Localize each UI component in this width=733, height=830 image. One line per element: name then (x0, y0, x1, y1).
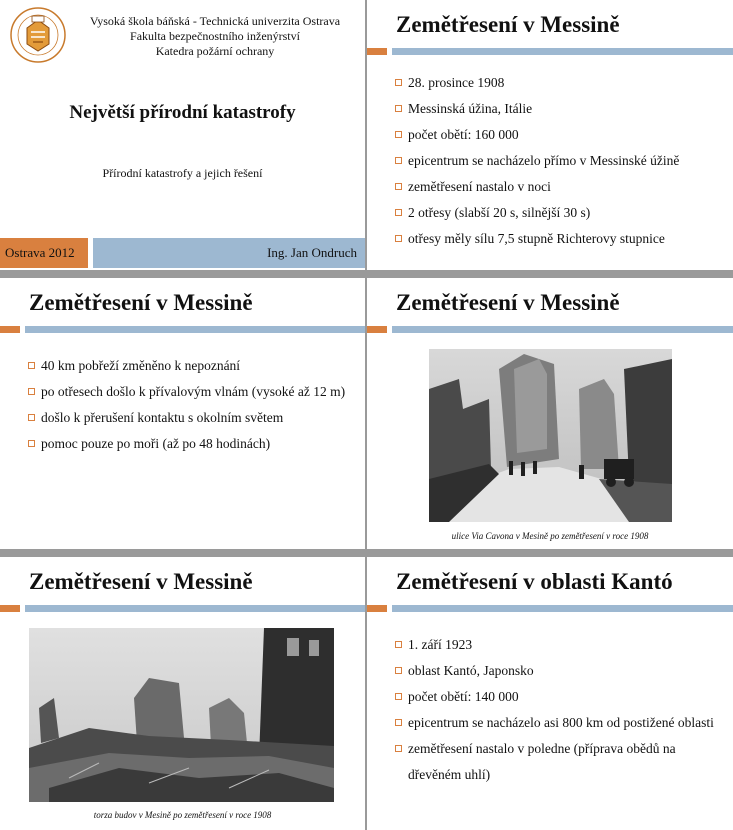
slide-title: Zemětřesení v oblasti Kantó (396, 569, 673, 594)
slide-messina-facts (367, 0, 733, 270)
accent-bar-orange (0, 326, 20, 333)
accent-bar-blue (25, 605, 365, 612)
bullet-square-icon (28, 440, 35, 447)
slide-messina-ruins-photo (0, 557, 365, 830)
row-divider-1 (0, 270, 733, 278)
list-item: zemětřesení nastalo v noci (395, 174, 715, 200)
footer-place-box (0, 238, 88, 268)
bullet-square-icon (28, 362, 35, 369)
list-item: 2 otřesy (slabší 20 s, silnější 30 s) (395, 200, 715, 226)
street-ruins-photo (429, 349, 672, 522)
accent-bar-blue (25, 326, 365, 333)
faculty-line: Fakulta bezpečnostního inženýrství (130, 29, 300, 43)
row-divider-2 (0, 549, 733, 557)
slide-title: Zemětřesení v Messině (29, 290, 253, 315)
bullet-square-icon (395, 209, 402, 216)
department-line: Katedra požární ochrany (155, 44, 275, 58)
accent-bar-orange (0, 605, 20, 612)
building-ruins-photo (29, 628, 334, 802)
bullet-list (395, 632, 720, 788)
footer-author-box (93, 238, 365, 268)
list-item: oblast Kantó, Japonsko (395, 658, 720, 684)
institution-block (70, 14, 360, 59)
list-item: 28. prosince 1908 (395, 70, 715, 96)
list-item: epicentrum se nacházelo asi 800 km od postižené oblasti (395, 710, 720, 736)
list-item: došlo k přerušení kontaktu s okolním světem (28, 405, 348, 431)
bullet-square-icon (395, 641, 402, 648)
bullet-square-icon (395, 745, 402, 752)
bullet-list (28, 353, 348, 457)
university-logo-icon (9, 6, 67, 64)
bullet-list (395, 70, 715, 252)
slide-title (0, 0, 365, 270)
list-item: pomoc pouze po moři (až po 48 hodinách) (28, 431, 348, 457)
list-item: Messinská úžina, Itálie (395, 96, 715, 122)
list-item: počet obětí: 160 000 (395, 122, 715, 148)
slide-kanto-facts (367, 557, 733, 830)
institution-line: Vysoká škola báňská - Technická univerzita Ostrava (89, 14, 341, 28)
bullet-square-icon (395, 719, 402, 726)
list-item: zemětřesení nastalo v poledne (příprava obědů na dřevěném uhlí) (395, 736, 720, 788)
accent-bar-blue (392, 326, 733, 333)
presentation-subtitle: Přírodní katastrofy a jejich řešení (102, 166, 263, 180)
bullet-square-icon (395, 235, 402, 242)
bullet-square-icon (395, 79, 402, 86)
list-item: 40 km pobřeží změněno k nepoznání (28, 353, 348, 379)
bullet-square-icon (395, 105, 402, 112)
place-year: Ostrava 2012 (5, 245, 75, 260)
slide-title: Zemětřesení v Messině (396, 12, 620, 37)
slide-title: Zemětřesení v Messině (396, 290, 620, 315)
slide-messina-consequences (0, 278, 365, 549)
slide-title: Zemětřesení v Messině (29, 569, 253, 594)
list-item: otřesy měly sílu 7,5 stupně Richterovy stupnice (395, 226, 715, 252)
list-item: epicentrum se nacházelo přímo v Messinské úžině (395, 148, 715, 174)
accent-bar-blue (392, 48, 733, 55)
bullet-square-icon (28, 388, 35, 395)
bullet-square-icon (395, 693, 402, 700)
accent-bar-orange (367, 48, 387, 55)
slide-messina-street-photo (367, 278, 733, 549)
bullet-square-icon (28, 414, 35, 421)
bullet-square-icon (395, 157, 402, 164)
author: Ing. Jan Ondruch (267, 245, 357, 260)
accent-bar-orange (367, 605, 387, 612)
accent-bar-orange (367, 326, 387, 333)
list-item: po otřesech došlo k přívalovým vlnám (vysoké až 12 m) (28, 379, 348, 405)
list-item: 1. září 1923 (395, 632, 720, 658)
list-item: počet obětí: 140 000 (395, 684, 720, 710)
bullet-square-icon (395, 667, 402, 674)
bullet-square-icon (395, 131, 402, 138)
accent-bar-blue (392, 605, 733, 612)
photo-caption: torza budov v Mesině po zemětřesení v roce 1908 (93, 810, 272, 820)
presentation-title: Největší přírodní katastrofy (69, 102, 296, 123)
photo-caption: ulice Via Cavona v Mesině po zemětřesení v roce 1908 (451, 531, 649, 541)
bullet-square-icon (395, 183, 402, 190)
